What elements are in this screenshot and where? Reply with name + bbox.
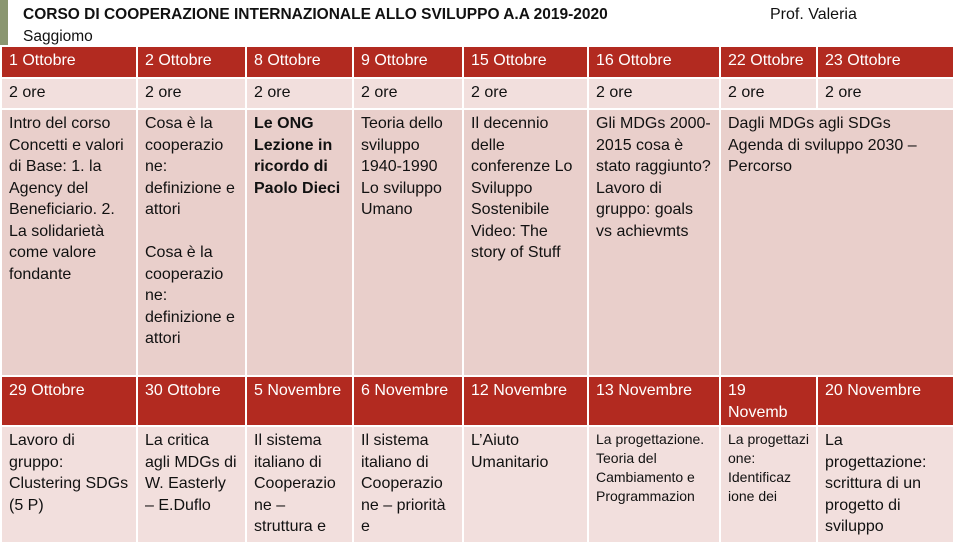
content-row-2 bbox=[1, 426, 954, 543]
date-cell: 30 Ottobre bbox=[137, 376, 246, 426]
lesson-cell: La critica agli MDGs di W. Easterly – E.Duflo bbox=[137, 426, 246, 543]
schedule-table bbox=[0, 45, 955, 544]
professor-name: Prof. Valeria bbox=[770, 6, 857, 23]
hours-cell: 2 ore bbox=[1, 78, 137, 109]
lesson-cell bbox=[137, 109, 246, 376]
lesson-cell: Lavoro di gruppo: Clustering SDGs (5 P) bbox=[1, 426, 137, 543]
date-cell: 9 Ottobre bbox=[353, 46, 463, 78]
date-cell: 19 Novemb bbox=[720, 376, 817, 426]
dates-row-1 bbox=[1, 46, 954, 78]
date-cell: 29 Ottobre bbox=[1, 376, 137, 426]
dates-row-2 bbox=[1, 376, 954, 426]
hours-cell: 2 ore bbox=[246, 78, 353, 109]
date-cell: 20 Novembre bbox=[817, 376, 954, 426]
date-cell: 16 Ottobre bbox=[588, 46, 720, 78]
lesson-cell: La progettazione. Teoria del Cambiamento e Programmazion bbox=[588, 426, 720, 543]
hours-cell: 2 ore bbox=[588, 78, 720, 109]
hours-cell: 2 ore bbox=[353, 78, 463, 109]
lesson-cell: L’Aiuto Umanitario bbox=[463, 426, 588, 543]
hours-cell: 2 ore bbox=[720, 78, 817, 109]
lesson-cell: Il decennio delle conferenze Lo Sviluppo Sostenibile Video: The story of Stuff bbox=[463, 109, 588, 376]
lesson-cell: Teoria dello sviluppo 1940-1990 Lo sviluppo Umano bbox=[353, 109, 463, 376]
lesson-cell: La progettazi one: Identificaz ione dei bbox=[720, 426, 817, 543]
date-cell: 12 Novembre bbox=[463, 376, 588, 426]
hours-cell: 2 ore bbox=[817, 78, 954, 109]
lesson-text: Cosa è la cooperazio ne: definizione e attori bbox=[145, 244, 235, 347]
hours-cell: 2 ore bbox=[463, 78, 588, 109]
date-cell: 13 Novembre bbox=[588, 376, 720, 426]
date-cell: 5 Novembre bbox=[246, 376, 353, 426]
date-cell: 6 Novembre bbox=[353, 376, 463, 426]
lesson-cell: Le ONG Lezione in ricordo di Paolo Dieci bbox=[246, 109, 353, 376]
lesson-cell: Gli MDGs 2000-2015 cosa è stato raggiunto? Lavoro di gruppo: goals vs achievmts bbox=[588, 109, 720, 376]
lesson-cell: Intro del corso Concetti e valori di Base: 1. la Agency del Beneficiario. 2. La solidarietà come valore fondante bbox=[1, 109, 137, 376]
page-title: CORSO DI COOPERAZIONE INTERNAZIONALE ALLO SVILUPPO A.A 2019-2020 bbox=[23, 6, 608, 23]
content-row-1 bbox=[1, 109, 954, 376]
lesson-cell: La progettazione: scrittura di un progetto di sviluppo bbox=[817, 426, 954, 543]
lesson-text: Cosa è la cooperazio ne: definizione e attori bbox=[145, 115, 235, 218]
date-cell: 2 Ottobre bbox=[137, 46, 246, 78]
date-cell: 23 Ottobre bbox=[817, 46, 954, 78]
lesson-cell: Dagli MDGs agli SDGs Agenda di sviluppo 2030 – Percorso bbox=[720, 109, 954, 376]
hours-row bbox=[1, 78, 954, 109]
date-cell: 15 Ottobre bbox=[463, 46, 588, 78]
lesson-cell: Il sistema italiano di Cooperazio ne – priorità e bbox=[353, 426, 463, 543]
date-cell: 8 Ottobre bbox=[246, 46, 353, 78]
date-cell: 1 Ottobre bbox=[1, 46, 137, 78]
page-subtitle: Saggiomo bbox=[23, 28, 93, 45]
lesson-cell: Il sistema italiano di Cooperazio ne – struttura e bbox=[246, 426, 353, 543]
date-cell: 22 Ottobre bbox=[720, 46, 817, 78]
hours-cell: 2 ore bbox=[137, 78, 246, 109]
